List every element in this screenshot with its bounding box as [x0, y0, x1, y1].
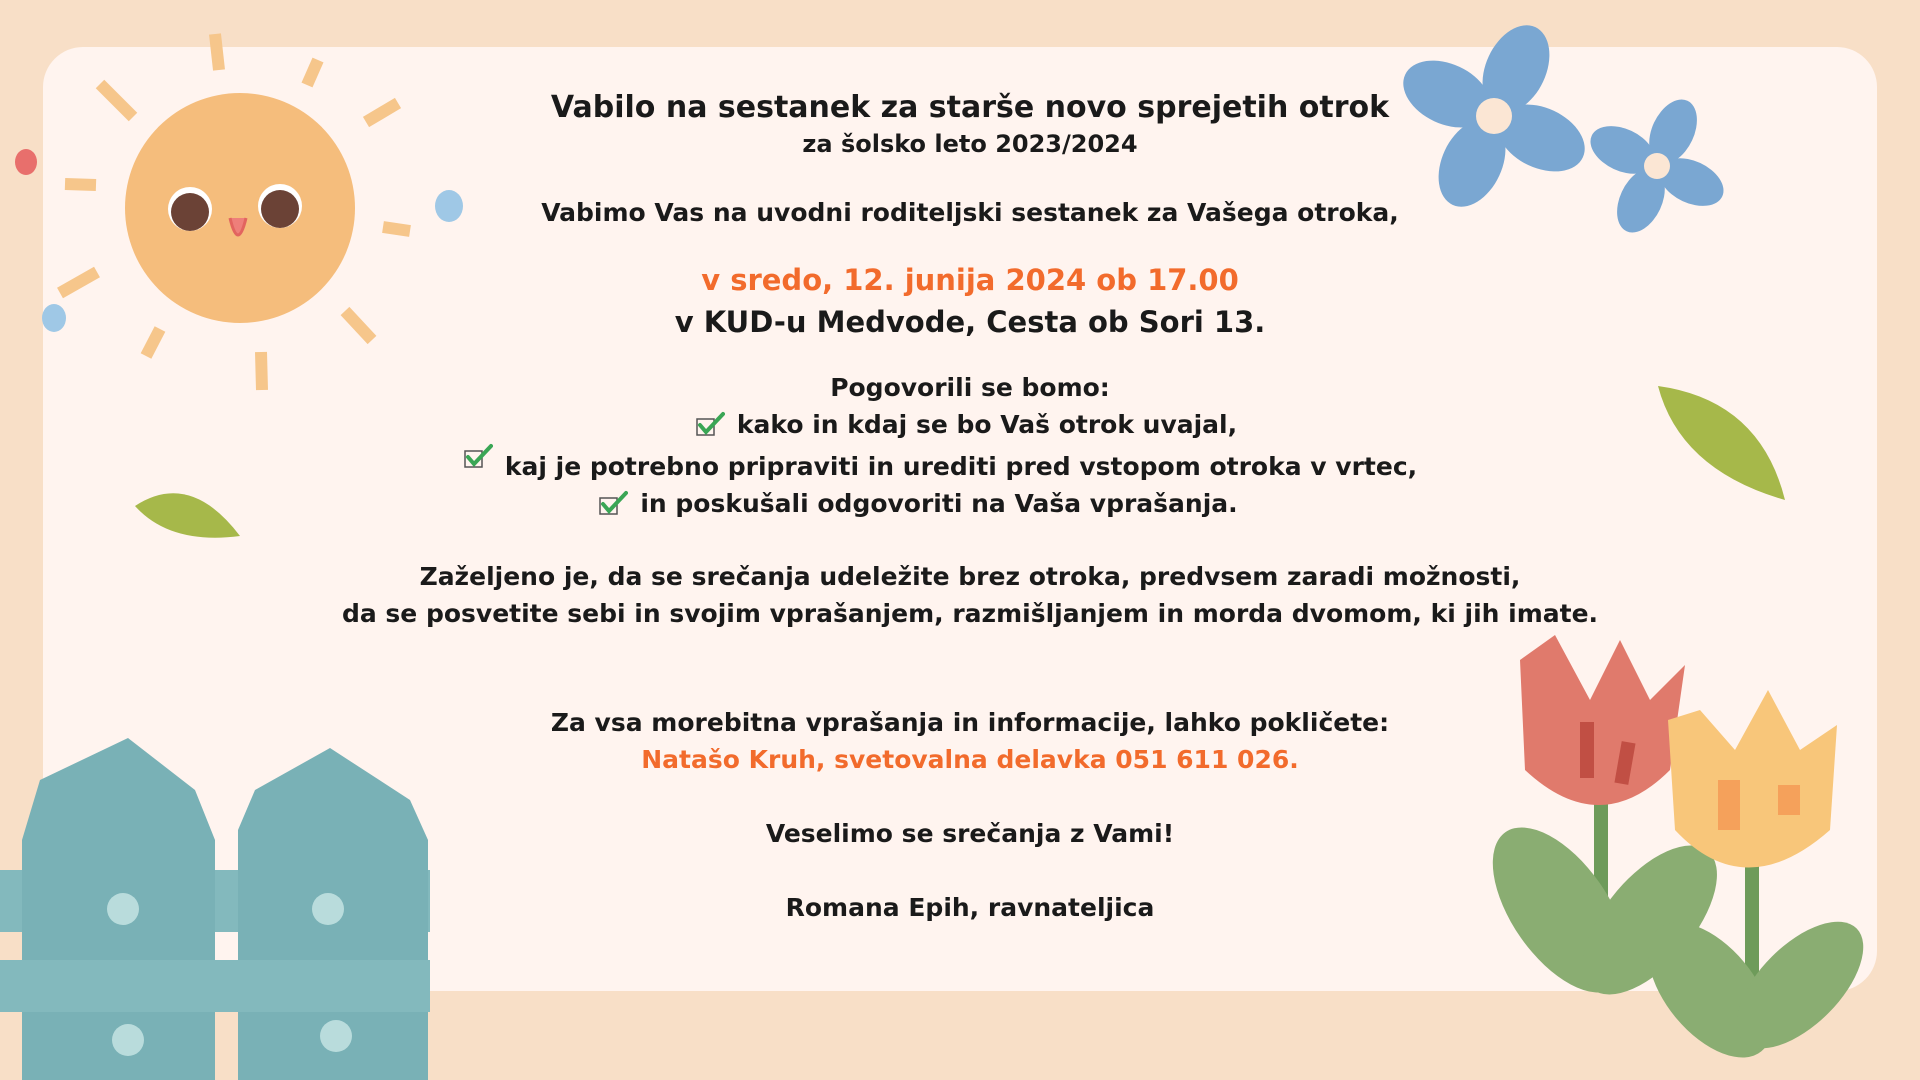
invitation-intro: Vabimo Vas na uvodni roditeljski sestanek za Vašega otroka,: [541, 198, 1399, 227]
topics-heading: Pogovorili se bomo:: [830, 373, 1110, 402]
meeting-date-time: v sredo, 12. junija 2024 ob 17.00: [701, 263, 1239, 297]
note-line-2: da se posvetite sebi in svojim vprašanjem, razmišljanjem in morda dvomom, ki jih imate.: [341, 599, 1599, 628]
school-year: za šolsko leto 2023/2024: [802, 130, 1138, 158]
topic-item: [290, 443, 1590, 485]
checkmark-icon: [695, 411, 725, 437]
checkmark-icon: [598, 490, 628, 516]
signature: Romana Epih, ravnateljica: [785, 893, 1155, 922]
topic-text: kaj je potrebno pripraviti in urediti pred vstopom otroka v vrtec,: [504, 452, 1418, 481]
topic-text: in poskušali odgovoriti na Vaša vprašanja.: [640, 489, 1238, 518]
topic-item: [268, 485, 1568, 522]
checkmark-icon: [463, 443, 493, 469]
invitation-text: [320, 88, 1620, 926]
topic-item: [316, 406, 1616, 443]
contact-person: Natašo Kruh, svetovalna delavka 051 611 026.: [641, 745, 1299, 774]
meeting-location: v KUD-u Medvode, Cesta ob Sori 13.: [674, 305, 1266, 339]
note-line-1: Zaželjeno je, da se srečanja udeležite brez otroka, predvsem zaradi možnosti,: [419, 562, 1521, 591]
topic-text: kako in kdaj se bo Vaš otrok uvajal,: [736, 410, 1238, 439]
contact-intro: Za vsa morebitna vprašanja in informacije, lahko pokličete:: [550, 708, 1390, 737]
invitation-title: Vabilo na sestanek za starše novo sprejetih otrok: [550, 90, 1390, 125]
closing-text: Veselimo se srečanja z Vami!: [765, 819, 1175, 848]
